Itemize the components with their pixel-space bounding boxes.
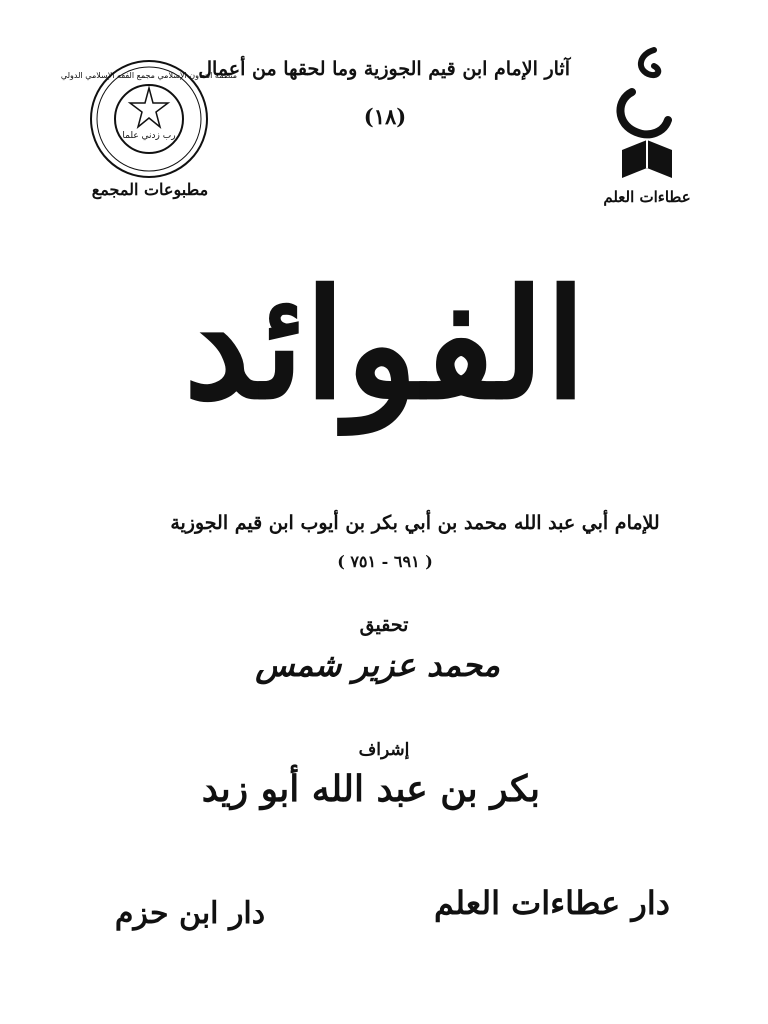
academy-seal-icon: [60, 58, 238, 180]
supervisor-name: بكر بن عبد الله أبو زيد: [201, 768, 540, 810]
author-dates: ( ٦٩١ - ٧٥١ ): [337, 552, 433, 571]
editor-label: تحقيق: [359, 614, 409, 636]
series-title: آثار الإمام ابن قيم الجوزية وما لحقها من أعمال: [198, 58, 570, 80]
seal-caption: مطبوعات المجمع: [91, 180, 209, 199]
publisher-ataat-al-ilm: دار عطاءات العلم: [434, 884, 670, 922]
series-number: (١٨): [363, 104, 407, 129]
publisher-logo-caption: عطاءات العلم: [603, 188, 691, 206]
editor-name: محمد عزير شمس: [255, 646, 500, 684]
book-title: الفوائد: [183, 257, 587, 433]
publisher-ibn-hazm: دار ابن حزم: [114, 896, 266, 931]
author-line: للإمام أبي عبد الله محمد بن أبي بكر بن أيوب ابن قيم الجوزية: [170, 512, 660, 534]
seal-center-text: رب زدني علما: [122, 131, 176, 141]
publisher-logo-icon: [592, 40, 702, 210]
supervisor-label: إشراف: [358, 740, 410, 760]
seal-ring-text: منظمة التعاون الإسلامي مجمع الفقه الإسلامي الدولي: [60, 71, 238, 80]
